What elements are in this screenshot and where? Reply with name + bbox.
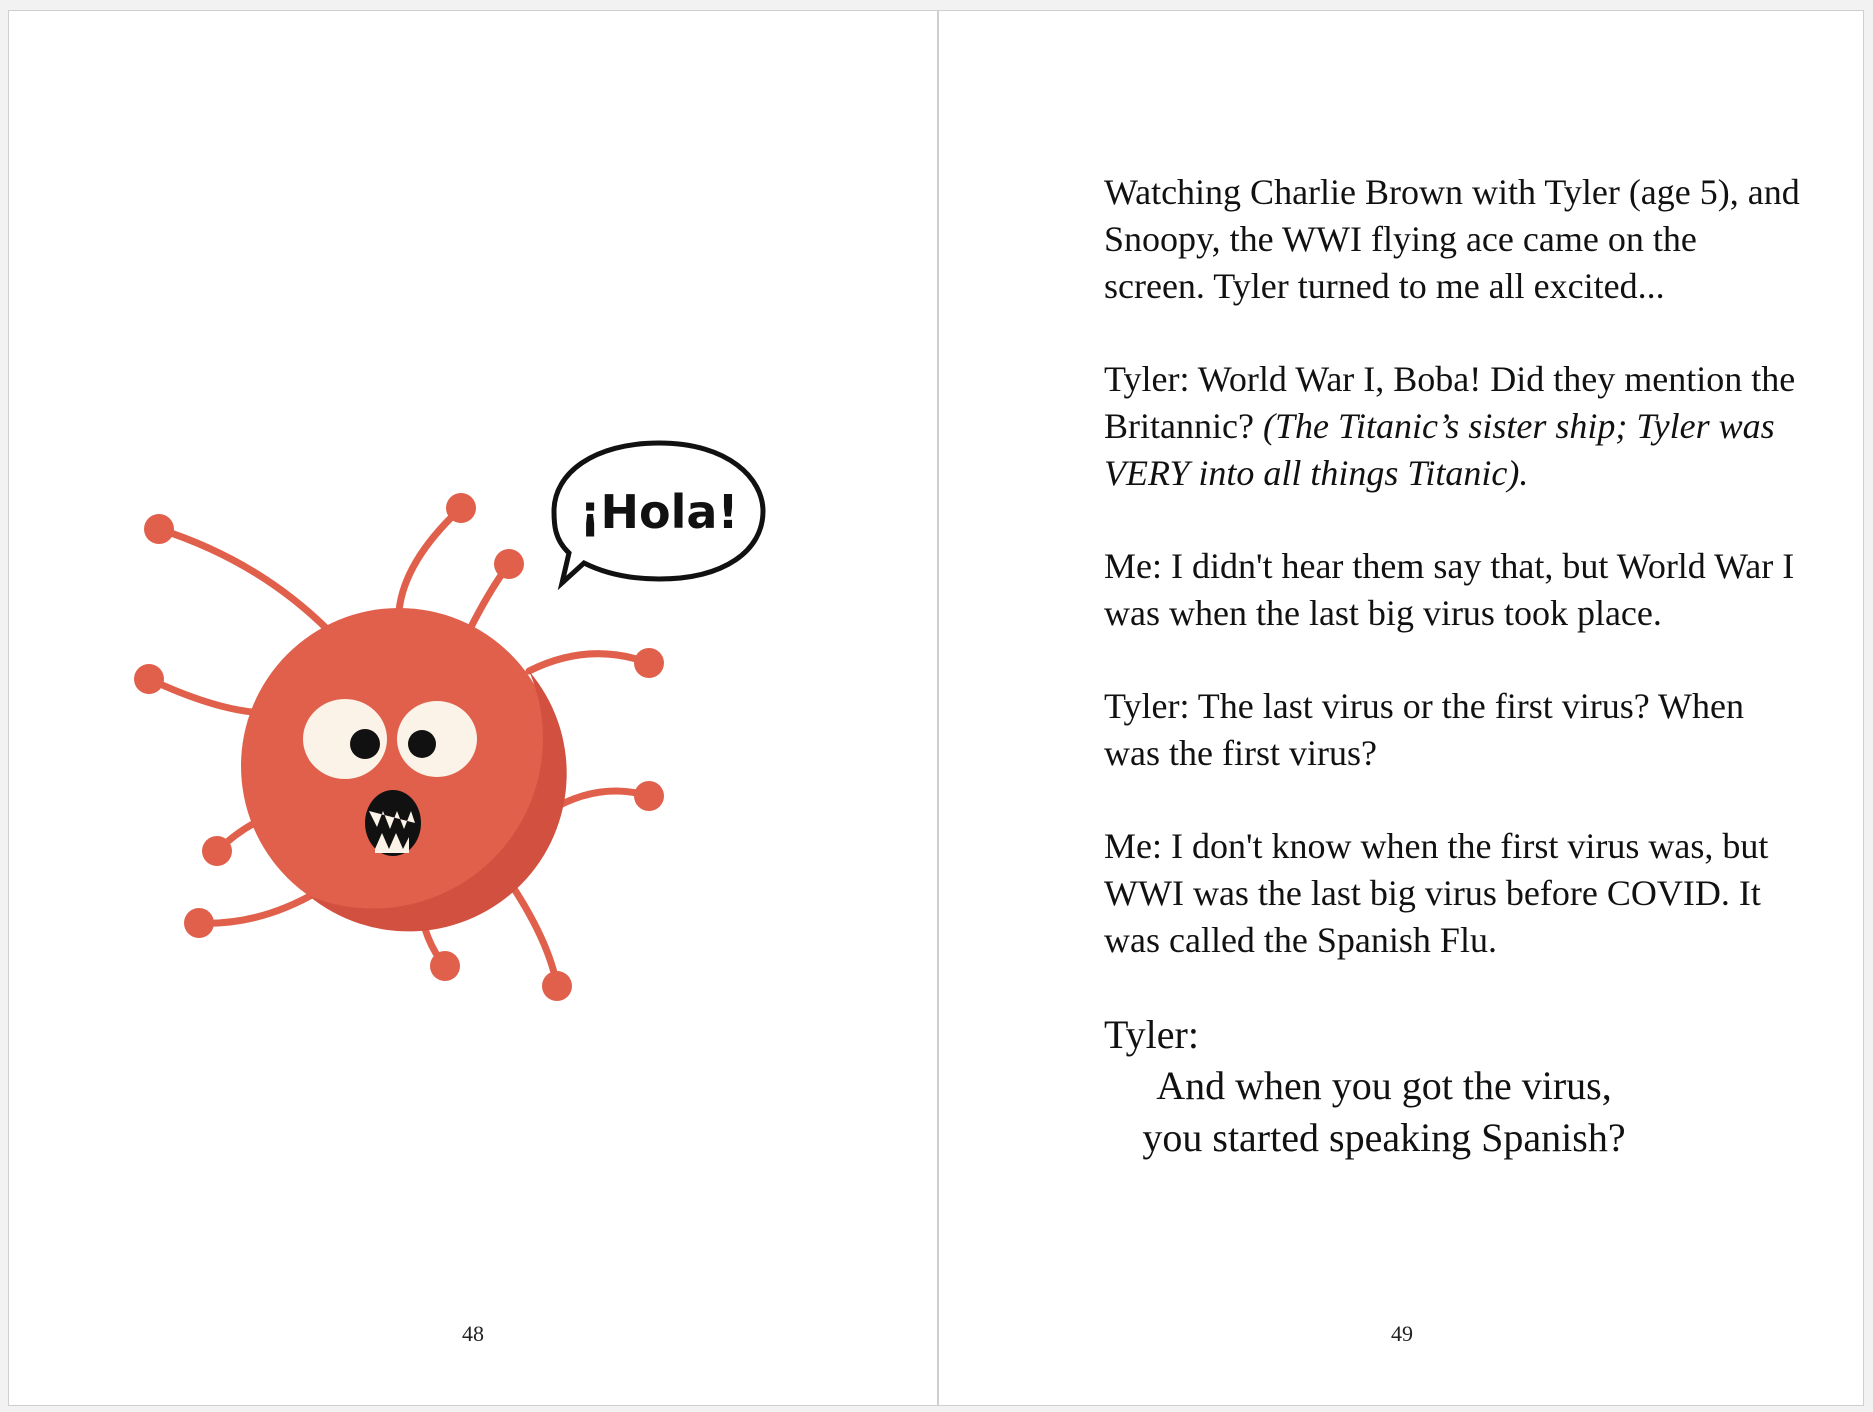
speech-bubble <box>554 443 763 583</box>
punchline-line-2: you started speaking Spanish? <box>1142 1115 1626 1160</box>
paragraph-me-ww1: Me: I didn't hear them say that, but World War I was when the last big virus took place. <box>1104 546 1795 633</box>
virus-illustration <box>9 11 939 1407</box>
book-spread <box>8 10 1864 1406</box>
italic-aside: (The Titanic’s sister ship; Tyler was VERY into all things Titanic). <box>1104 406 1775 493</box>
paragraph-me-spanish-flu: Me: I don't know when the first virus was, but WWI was the last big virus before COVID. It was called the Spanish Flu. <box>1104 826 1769 960</box>
page-number-right: 49 <box>1391 1321 1413 1346</box>
speech-bubble-text: ¡Hola! <box>579 485 739 539</box>
final-speaker: Tyler: <box>1104 1012 1199 1057</box>
paragraph-intro: Watching Charlie Brown with Tyler (age 5), and Snoopy, the WWI flying ace came on the screen. Tyler turned to me all excited... <box>1104 172 1800 306</box>
virus-icon <box>134 493 664 1001</box>
paragraph-tyler-britannic: Tyler: World War I, Boba! Did they mention the Britannic? (The Titanic’s sister ship; Tyler was VERY into all things Titanic). <box>1104 359 1796 493</box>
story-text <box>1104 169 1804 1164</box>
paragraph-tyler-first-virus: Tyler: The last virus or the first virus? When was the first virus? <box>1104 686 1745 773</box>
right-page <box>939 11 1865 1405</box>
punchline-line-1: And when you got the virus, <box>1156 1063 1612 1108</box>
left-page <box>9 11 939 1405</box>
page-number-left: 48 <box>462 1321 484 1346</box>
